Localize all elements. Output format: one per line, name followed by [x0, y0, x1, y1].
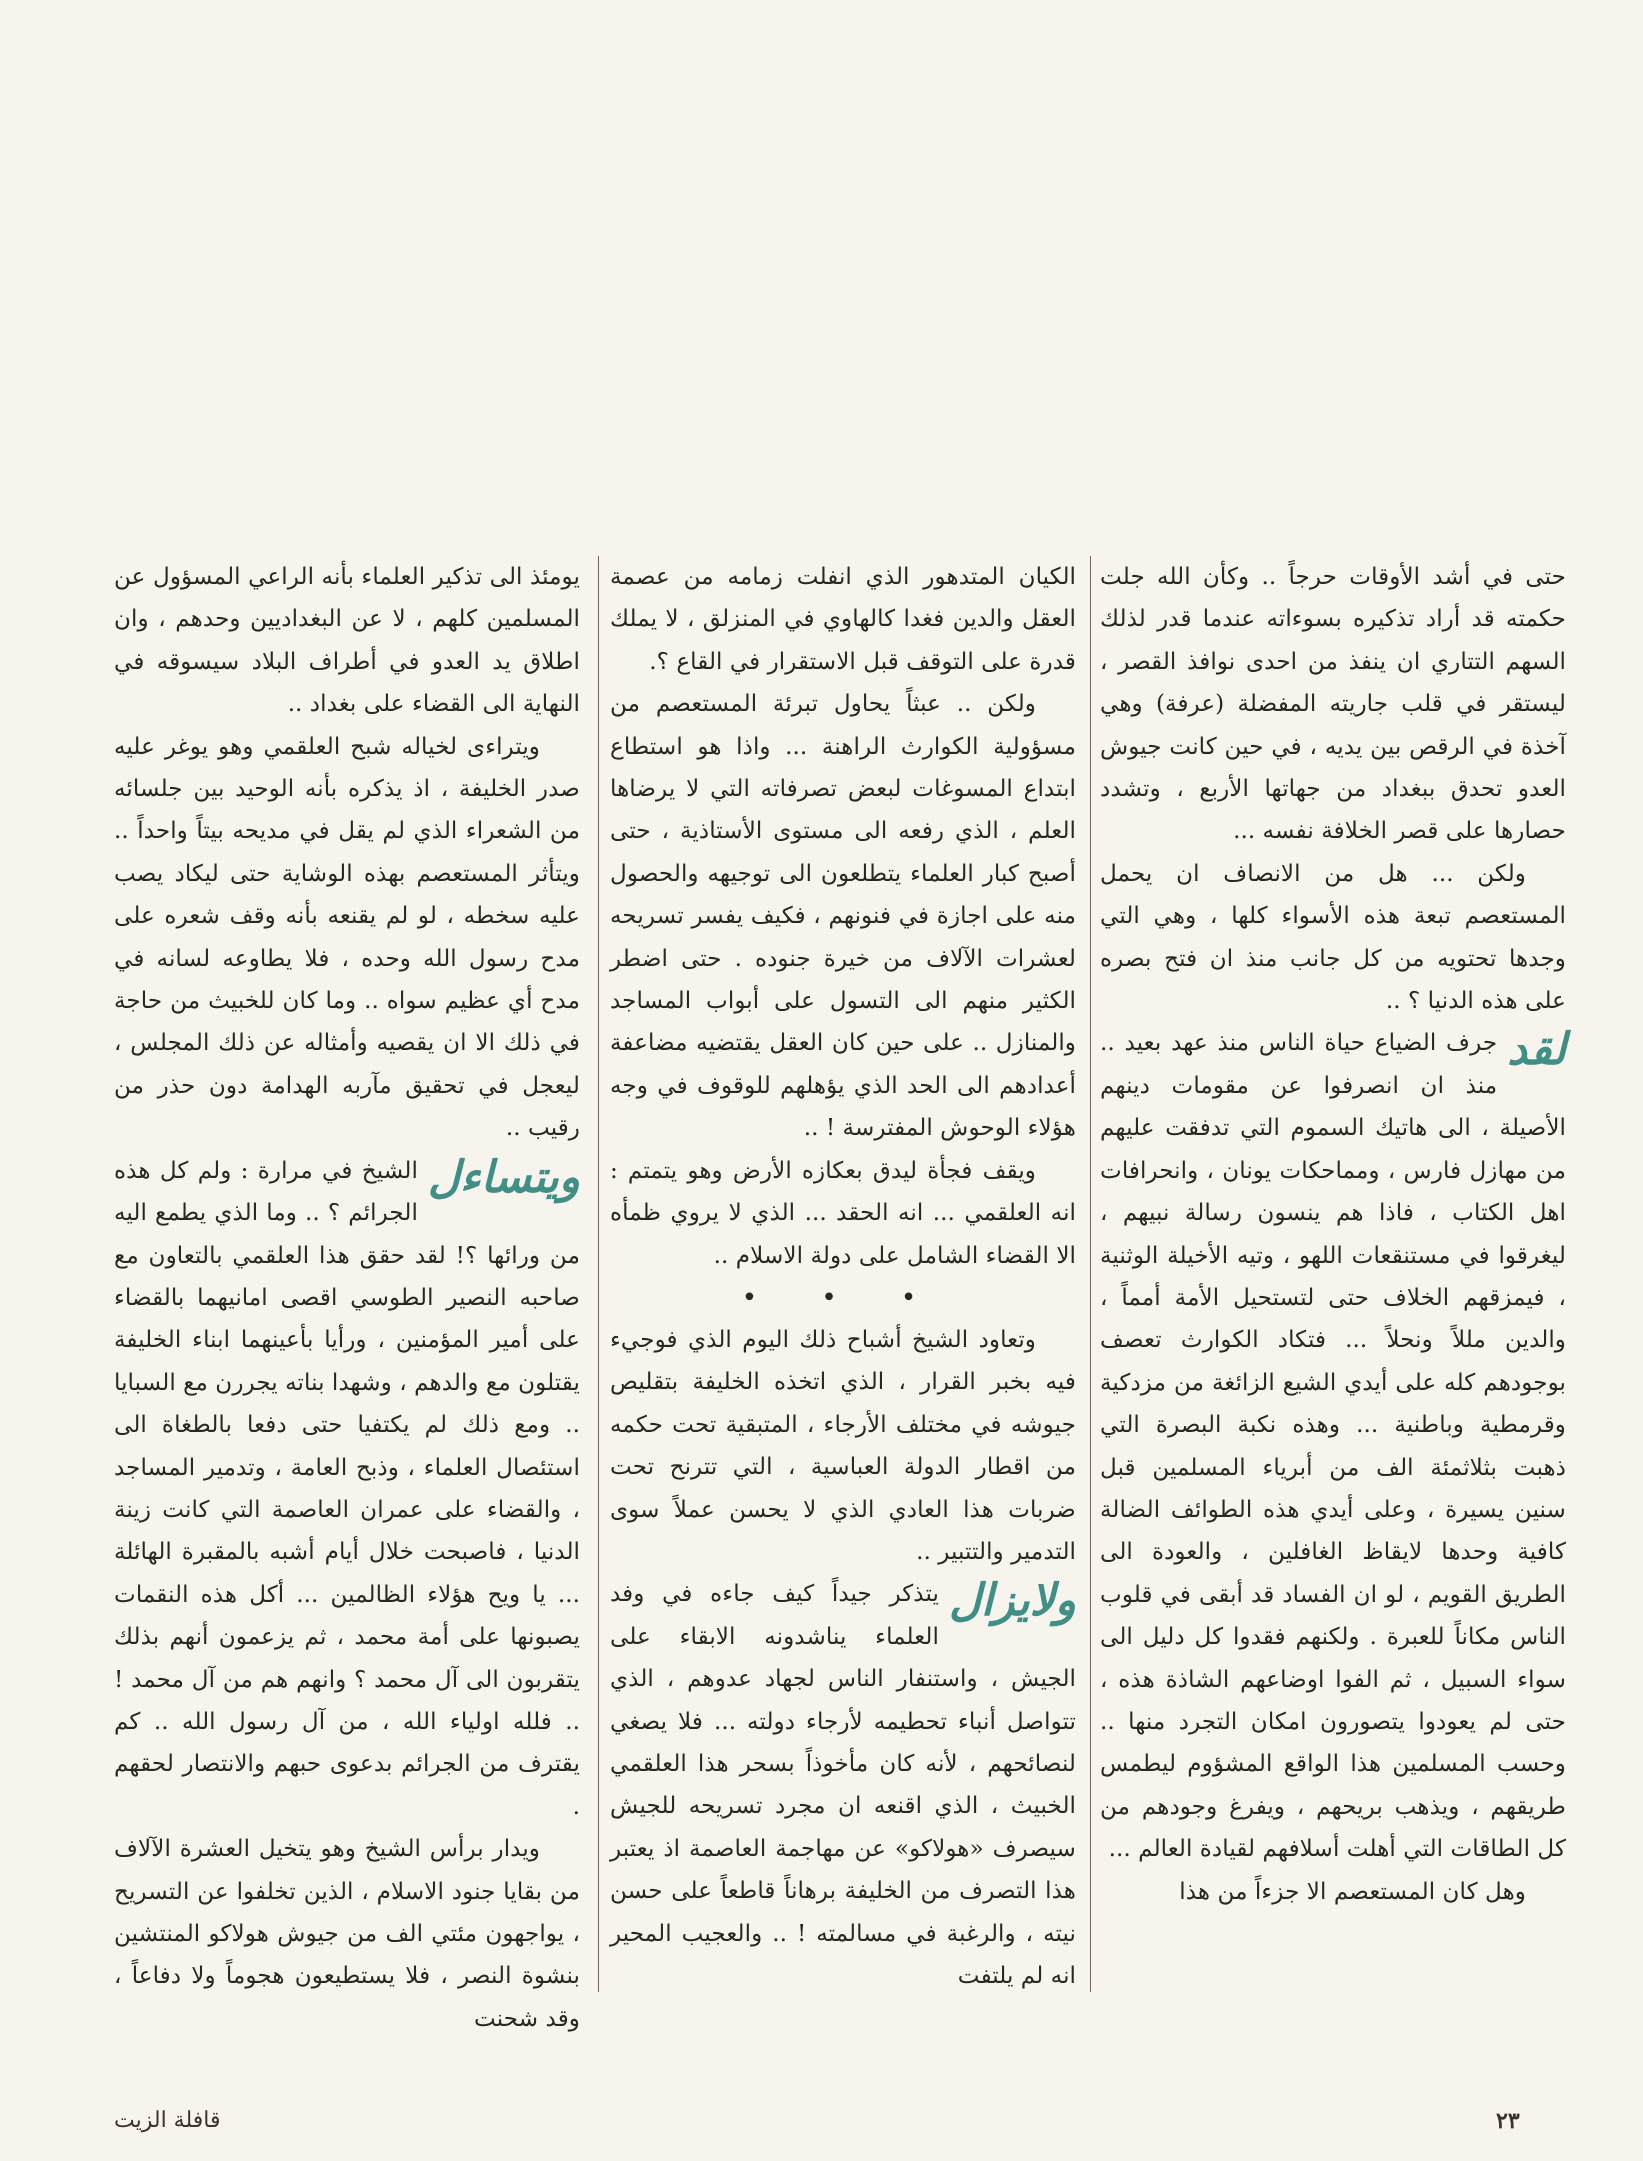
paragraph: يومئذ الى تذكير العلماء بأنه الراعي المسؤول عن المسلمين كلهم ، لا عن البغداديين وحدهم ، وان اطلاق يد العدو في أطراف البلاد سيسوقه في النهاية الى القضاء على بغداد .. — [114, 563, 580, 718]
column-divider — [598, 556, 599, 1992]
paragraph-text: جرف الضياع حياة الناس منذ عهد بعيد .. منذ ان انصرفوا عن مقومات دينهم الأصيلة ، الى هاتيك السموم التي تدفقت عليهم من مهازل فارس ، ومماحكات يونان ، وانحرافات اهل الكتاب ، فاذا هم ينسون رسالة نبيهم ، ليغرقوا في مستنقعات اللهو ، وتيه الأخيلة الوثنية ، فيمزقهم الخلاف حتى لتستحيل الأمة أمماً ، والدين مللاً ونحلاً ... فتكاد الكوارث تعصف بوجودهم كله على أيدي الشيع الزائغة من مزدكية وقرمطية وباطنية ... وهذه نكبة البصرة التي ذهبت بثلاثمئة الف من أبرياء المسلمين قبل سنين يسيرة ، وعلى أيدي هذه الطوائف الضالة كافية وحدها لايقاظ الغافلين ، والعودة الى الطريق القويم ، لو ان الفساد قد أبقى في قلوب الناس مكاناً للعبرة . ولكنهم فقدوا كل دليل الى سواء السبيل ، ثم الفوا اوضاعهم الشاذة هذه ، حتى لم يعودوا يتصورون امكان التجرد منها .. وحسب المسلمين هذا الواقع المشؤوم ليطمس طريقهم ، ويذهب بريحهم ، ويفرغ وجودهم من كل الطاقات التي أهلت أسلافهم لقيادة العالم ... — [1100, 1029, 1566, 1863]
paragraph-with-drop-word — [114, 1150, 580, 1829]
paragraph-with-drop-word — [610, 1573, 1076, 1997]
section-separator: • • • — [741, 1282, 945, 1313]
paragraph-text: الشيخ في مرارة : ولم كل هذه الجرائم ؟ .. وما الذي يطمع اليه من ورائها ؟! لقد حقق هذا العلقمي بالتعاون مع صاحبه النصير الطوسي اقصى امانيهما بالقضاء على أمير المؤمنين ، ورأيا بأعينهما ابناء الخليفة يقتلون مع والدهم ، وشهدا بناته يجررن مع السبايا .. ومع ذلك لم يكتفيا حتى دفعا بالطغاة الى استئصال العلماء ، وذبح العامة ، وتدمير المساجد ، والقضاء على عمران العاصمة التي كانت زينة الدنيا ، فاصبحت خلال أيام أشبه بالمقبرة الهائلة ... يا ويح هؤلاء الظالمين ... أكل هذه النقمات يصبونها على أمة محمد ، ثم يزعمون أنهم بذلك يتقربون الى آل محمد ؟ وانهم هم من آل محمد ! .. فلله اولياء الله ، من آل رسول الله .. كم يقترف من الجرائم بدعوى حبهم والانتصار لحقهم . — [114, 1156, 580, 1820]
paragraph: وتعاود الشيخ أشباح ذلك اليوم الذي فوجيء فيه بخبر القرار ، الذي اتخذه الخليفة بتقليص جيوشه في مختلف الأرجاء ، المتبقية تحت حكمه من اقطار الدولة العباسية ، التي تترنح تحت ضربات هذا العادي الذي لا يحسن عملاً سوى التدمير والتتبير .. — [610, 1325, 1076, 1565]
paragraph-with-drop-word — [1100, 1022, 1566, 1870]
article-column-right — [1100, 556, 1566, 1996]
article-column-left — [114, 556, 580, 2032]
paragraph-text: يتذكر جيداً كيف جاءه في وفد العلماء يناشدونه الابقاء على الجيش ، واستنفار الناس لجهاد عدوهم ، الذي تتواصل أنباء تحطيمه لأرجاء دولته ... فلا يصغي لنصائحهم ، لأنه كان مأخوذاً بسحر هذا العلقمي الخبيث ، الذي اقنعه ان مجرد تسريحه للجيش سيصرف «هولاكو» عن مهاجمة العاصمة اذ يعتبر هذا التصرف من الخليفة برهاناً قاطعاً على حسن نيته ، والرغبة في مسالمته ! .. والعجيب المحير انه لم يلتفت — [610, 1580, 1076, 1989]
drop-word: ولايزال — [948, 1575, 1076, 1627]
paragraph: ويتراءى لخياله شبح العلقمي وهو يوغر عليه صدر الخليفة ، اذ يذكره بأنه الوحيد بين جلسائه من الشعراء الذي لم يقل في مديحه بيتاً واحداً .. ويتأثر المستعصم بهذه الوشاية حتى ليكاد يصب عليه سخطه ، لو لم يقنعه بأنه وقف شعره على مدح رسول الله وحده ، فلا يطاوعه لسانه في مدح أي عظيم سواه .. وما كان للخبيث من حاجة في ذلك الا ان يقصيه وأمثاله عن ذلك المجلس ، ليعجل في تحقيق مآربه الهدامة دون حذر من رقيب .. — [114, 732, 580, 1142]
paragraph: ولكن ... هل من الانصاف ان يحمل المستعصم تبعة هذه الأسواء كلها ، وهي التي وجدها تحتويه من كل جانب منذ ان فتح بصره على هذه الدنيا ؟ .. — [1100, 859, 1566, 1015]
page-number: ٢٣ — [1496, 2108, 1520, 2134]
paragraph: ويدار برأس الشيخ وهو يتخيل العشرة الآلاف من بقايا جنود الاسلام ، الذين تخلفوا عن التسريح ، يواجهون مئتي الف من جيوش هولاكو المنتشين بنشوة النصر ، فلا يستطيعون هجوماً ولا دفاعاً ، وقد شحنت — [114, 1835, 580, 2032]
paragraph: وهل كان المستعصم الا جزءاً من هذا — [1179, 1877, 1526, 1905]
drop-word: ويتساءل — [427, 1151, 580, 1203]
paragraph: الكيان المتدهور الذي انفلت زمامه من عصمة العقل والدين فغدا كالهاوي في المنزلق ، لا يملك قدرة على التوقف قبل الاستقرار في القاع ؟. — [610, 563, 1076, 675]
column-divider — [1090, 556, 1091, 1992]
paragraph: ويقف فجأة ليدق بعكازه الأرض وهو يتمتم : انه العلقمي ... انه الحقد ... الذي لا يروي ظمأه الا القضاء الشامل على دولة الاسلام .. — [610, 1156, 1076, 1269]
drop-word: لقد — [1507, 1024, 1566, 1076]
paragraph: حتى في أشد الأوقات حرجاً .. وكأن الله جلت حكمته قد أراد تذكيره بسوءاته عندما قدر لذلك السهم التتاري ان ينفذ من احدى نوافذ القصر ، ليستقر في قلب جاريته المفضلة (عرفة) وهي آخذة في الرقص بين يديه ، في حين كانت جيوش العدو تحدق ببغداد من جهاتها الأربع ، وتشدد حصارها على قصر الخلافة نفسه ... — [1100, 563, 1566, 845]
magazine-name: قافلة الزيت — [114, 2108, 221, 2133]
paragraph: ولكن .. عبثاً يحاول تبرئة المستعصم من مسؤولية الكوارث الراهنة ... واذا هو استطاع ابتداع المسوغات لبعض تصرفاته التي لا يرضاها العلم ، الذي رفعه الى مستوى الأستاذية ، حتى أصبح كبار العلماء يتطلعون الى توجيهه والحصول منه على اجازة في فنونهم ، فكيف يفسر تسريحه لعشرات الآلاف من خيرة جنوده . حتى اضطر الكثير منهم الى التسول على أبواب المساجد والمنازل .. على حين كان العقل يقتضيه مضاعفة أعدادهم الى الحد الذي يؤهلهم للوقوف في وجه هؤلاء الوحوش المفترسة ! .. — [610, 690, 1076, 1142]
article-column-middle — [610, 556, 1076, 1996]
